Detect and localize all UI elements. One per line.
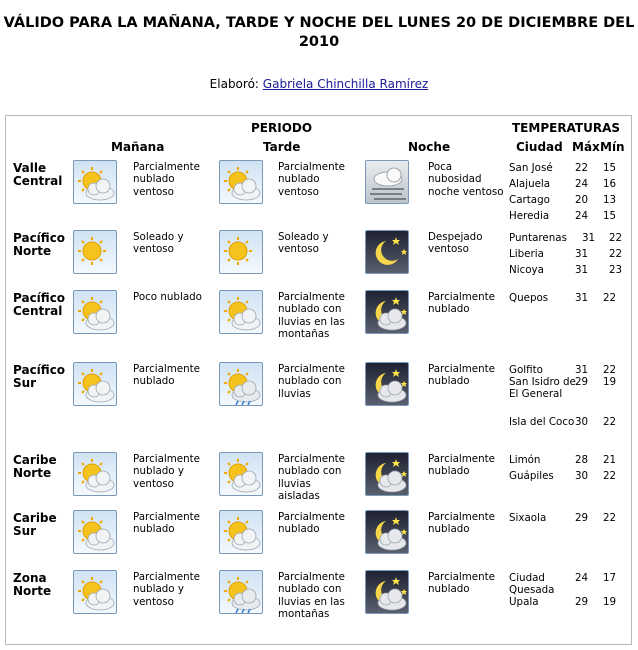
city-name: Alajuela — [509, 178, 551, 190]
manana-forecast-text: Soleado y ventoso — [133, 231, 184, 256]
temp-max: 31 — [575, 292, 589, 304]
noche-forecast-text: Parcialmente nublado — [428, 291, 496, 316]
author-line — [0, 77, 638, 91]
noche-weather-icon — [365, 362, 409, 406]
tarde-forecast-text: Parcialmente nublado — [278, 511, 346, 536]
forecast-table — [5, 115, 632, 645]
header-noche: Noche — [408, 140, 451, 154]
city-name: Isla del Coco — [509, 416, 575, 428]
tarde-forecast-text: Parcialmente nublado con lluvias — [278, 363, 346, 400]
noche-weather-icon — [365, 510, 409, 554]
sun-cloud-icon — [74, 571, 116, 613]
city-name: Guápiles — [509, 470, 554, 482]
sun-cloud-icon — [74, 363, 116, 405]
tarde-weather-icon — [219, 230, 263, 274]
city-name: Golfito — [509, 364, 543, 376]
city-name: Cartago — [509, 194, 550, 206]
temp-min: 16 — [603, 178, 617, 190]
temp-max: 29 — [575, 596, 589, 608]
noche-forecast-text: Parcialmente nublado — [428, 363, 496, 388]
temp-max: 24 — [575, 572, 589, 584]
temp-min: 22 — [603, 364, 617, 376]
temp-min: 22 — [609, 232, 623, 244]
sun-cloud-icon — [74, 453, 116, 495]
noche-weather-icon — [365, 230, 409, 274]
tarde-weather-icon — [219, 290, 263, 334]
noche-forecast-text: Parcialmente nublado — [428, 453, 496, 478]
manana-weather-icon — [73, 510, 117, 554]
manana-forecast-text: Poco nublado — [133, 291, 202, 303]
city-name: Ciudad Quesada — [509, 572, 555, 597]
city-name: San Isidro de El General — [509, 376, 576, 401]
tarde-weather-icon — [219, 570, 263, 614]
elaboro-label: Elaboró: — [209, 77, 259, 91]
moon-cloud-icon — [366, 511, 408, 553]
city-name: San José — [509, 162, 553, 174]
sun-cloud-icon — [220, 511, 262, 553]
temp-min: 22 — [603, 292, 617, 304]
region-name: Pacífico Central — [13, 291, 66, 318]
sun-cloud-icon — [220, 453, 262, 495]
temp-max: 29 — [575, 376, 589, 388]
manana-weather-icon — [73, 290, 117, 334]
temp-max: 31 — [575, 264, 589, 276]
temp-min: 13 — [603, 194, 617, 206]
sun-icon — [220, 231, 262, 273]
sun-cloud-icon — [74, 291, 116, 333]
temp-max: 24 — [575, 178, 589, 190]
temp-max: 30 — [575, 470, 589, 482]
manana-forecast-text: Parcialmente nublado ventoso — [133, 161, 201, 198]
moon-cloud-icon — [366, 453, 408, 495]
temp-min: 22 — [603, 416, 617, 428]
region-name: Valle Central — [13, 161, 63, 188]
manana-forecast-text: Parcialmente nublado — [133, 363, 201, 388]
temp-min: 19 — [603, 596, 617, 608]
city-name: Upala — [509, 596, 539, 608]
region-name: Caribe Norte — [13, 453, 57, 480]
author-link[interactable]: Gabriela Chinchilla Ramírez — [262, 77, 429, 91]
city-name: Puntarenas — [509, 232, 567, 244]
tarde-forecast-text: Parcialmente nublado ventoso — [278, 161, 346, 198]
moon-cloud-icon — [366, 363, 408, 405]
sun-icon — [74, 231, 116, 273]
manana-forecast-text: Parcialmente nublado y ventoso — [133, 571, 201, 608]
temp-min: 15 — [603, 210, 617, 222]
fog-cloud-icon — [366, 161, 408, 203]
temp-max: 24 — [575, 210, 589, 222]
manana-forecast-text: Parcialmente nublado — [133, 511, 201, 536]
noche-weather-icon — [365, 160, 409, 204]
temp-min: 22 — [603, 470, 617, 482]
region-name: Pacífico Sur — [13, 363, 66, 390]
temp-max: 20 — [575, 194, 589, 206]
city-name: Sixaola — [509, 512, 547, 524]
manana-forecast-text: Parcialmente nublado y ventoso — [133, 453, 201, 490]
temp-max: 22 — [575, 162, 589, 174]
sun-cloud-icon — [220, 291, 262, 333]
tarde-forecast-text: Parcialmente nublado con lluvias en las montañas — [278, 571, 346, 620]
header-min: Mín — [600, 140, 625, 154]
tarde-weather-icon — [219, 510, 263, 554]
page-title: VÁLIDO PARA LA MAÑANA, TARDE Y NOCHE DEL LUNES 20 DE DICIEMBRE DEL 2010 — [3, 15, 635, 50]
city-name: Quepos — [509, 292, 549, 304]
temp-max: 30 — [575, 416, 589, 428]
sun-rain-icon — [220, 363, 262, 405]
manana-weather-icon — [73, 230, 117, 274]
temp-max: 31 — [575, 364, 589, 376]
header-tarde: Tarde — [263, 140, 301, 154]
region-name: Zona Norte — [13, 571, 52, 598]
sun-cloud-icon — [220, 161, 262, 203]
temp-min: 15 — [603, 162, 617, 174]
temp-max: 31 — [582, 232, 596, 244]
noche-forecast-text: Despejado ventoso — [428, 231, 483, 256]
tarde-forecast-text: Parcialmente nublado con lluvias aisladas — [278, 453, 346, 502]
temp-min: 22 — [603, 512, 617, 524]
moon-stars-icon — [366, 231, 408, 273]
city-name: Limón — [509, 454, 541, 466]
temp-min: 23 — [609, 264, 623, 276]
header-temperaturas: TEMPERATURAS — [512, 121, 621, 135]
noche-weather-icon — [365, 290, 409, 334]
header-max: Máx — [572, 140, 600, 154]
noche-forecast-text: Parcialmente nublado — [428, 571, 496, 596]
noche-weather-icon — [365, 452, 409, 496]
city-name: Nicoya — [509, 264, 544, 276]
temp-min: 19 — [603, 376, 617, 388]
noche-forecast-text: Parcialmente nublado — [428, 511, 496, 536]
city-name: Heredia — [509, 210, 550, 222]
manana-weather-icon — [73, 452, 117, 496]
sun-rain-icon — [220, 571, 262, 613]
tarde-weather-icon — [219, 160, 263, 204]
manana-weather-icon — [73, 570, 117, 614]
noche-forecast-text: Poca nubosidad noche ventoso — [428, 161, 504, 198]
temp-min: 17 — [603, 572, 617, 584]
header-manana: Mañana — [111, 140, 165, 154]
moon-cloud-icon — [366, 571, 408, 613]
noche-weather-icon — [365, 570, 409, 614]
tarde-weather-icon — [219, 362, 263, 406]
header-periodo: PERIODO — [251, 121, 313, 135]
region-name: Pacífico Norte — [13, 231, 66, 258]
moon-cloud-icon — [366, 291, 408, 333]
tarde-weather-icon — [219, 452, 263, 496]
temp-max: 31 — [575, 248, 589, 260]
region-name: Caribe Sur — [13, 511, 57, 538]
tarde-forecast-text: Soleado y ventoso — [278, 231, 329, 256]
sun-cloud-icon — [74, 511, 116, 553]
temp-min: 21 — [603, 454, 617, 466]
temp-max: 28 — [575, 454, 589, 466]
sun-cloud-icon — [74, 161, 116, 203]
city-name: Liberia — [509, 248, 544, 260]
temp-min: 22 — [609, 248, 623, 260]
manana-weather-icon — [73, 362, 117, 406]
temp-max: 29 — [575, 512, 589, 524]
header-ciudad: Ciudad — [516, 140, 563, 154]
tarde-forecast-text: Parcialmente nublado con lluvias en las montañas — [278, 291, 346, 340]
manana-weather-icon — [73, 160, 117, 204]
